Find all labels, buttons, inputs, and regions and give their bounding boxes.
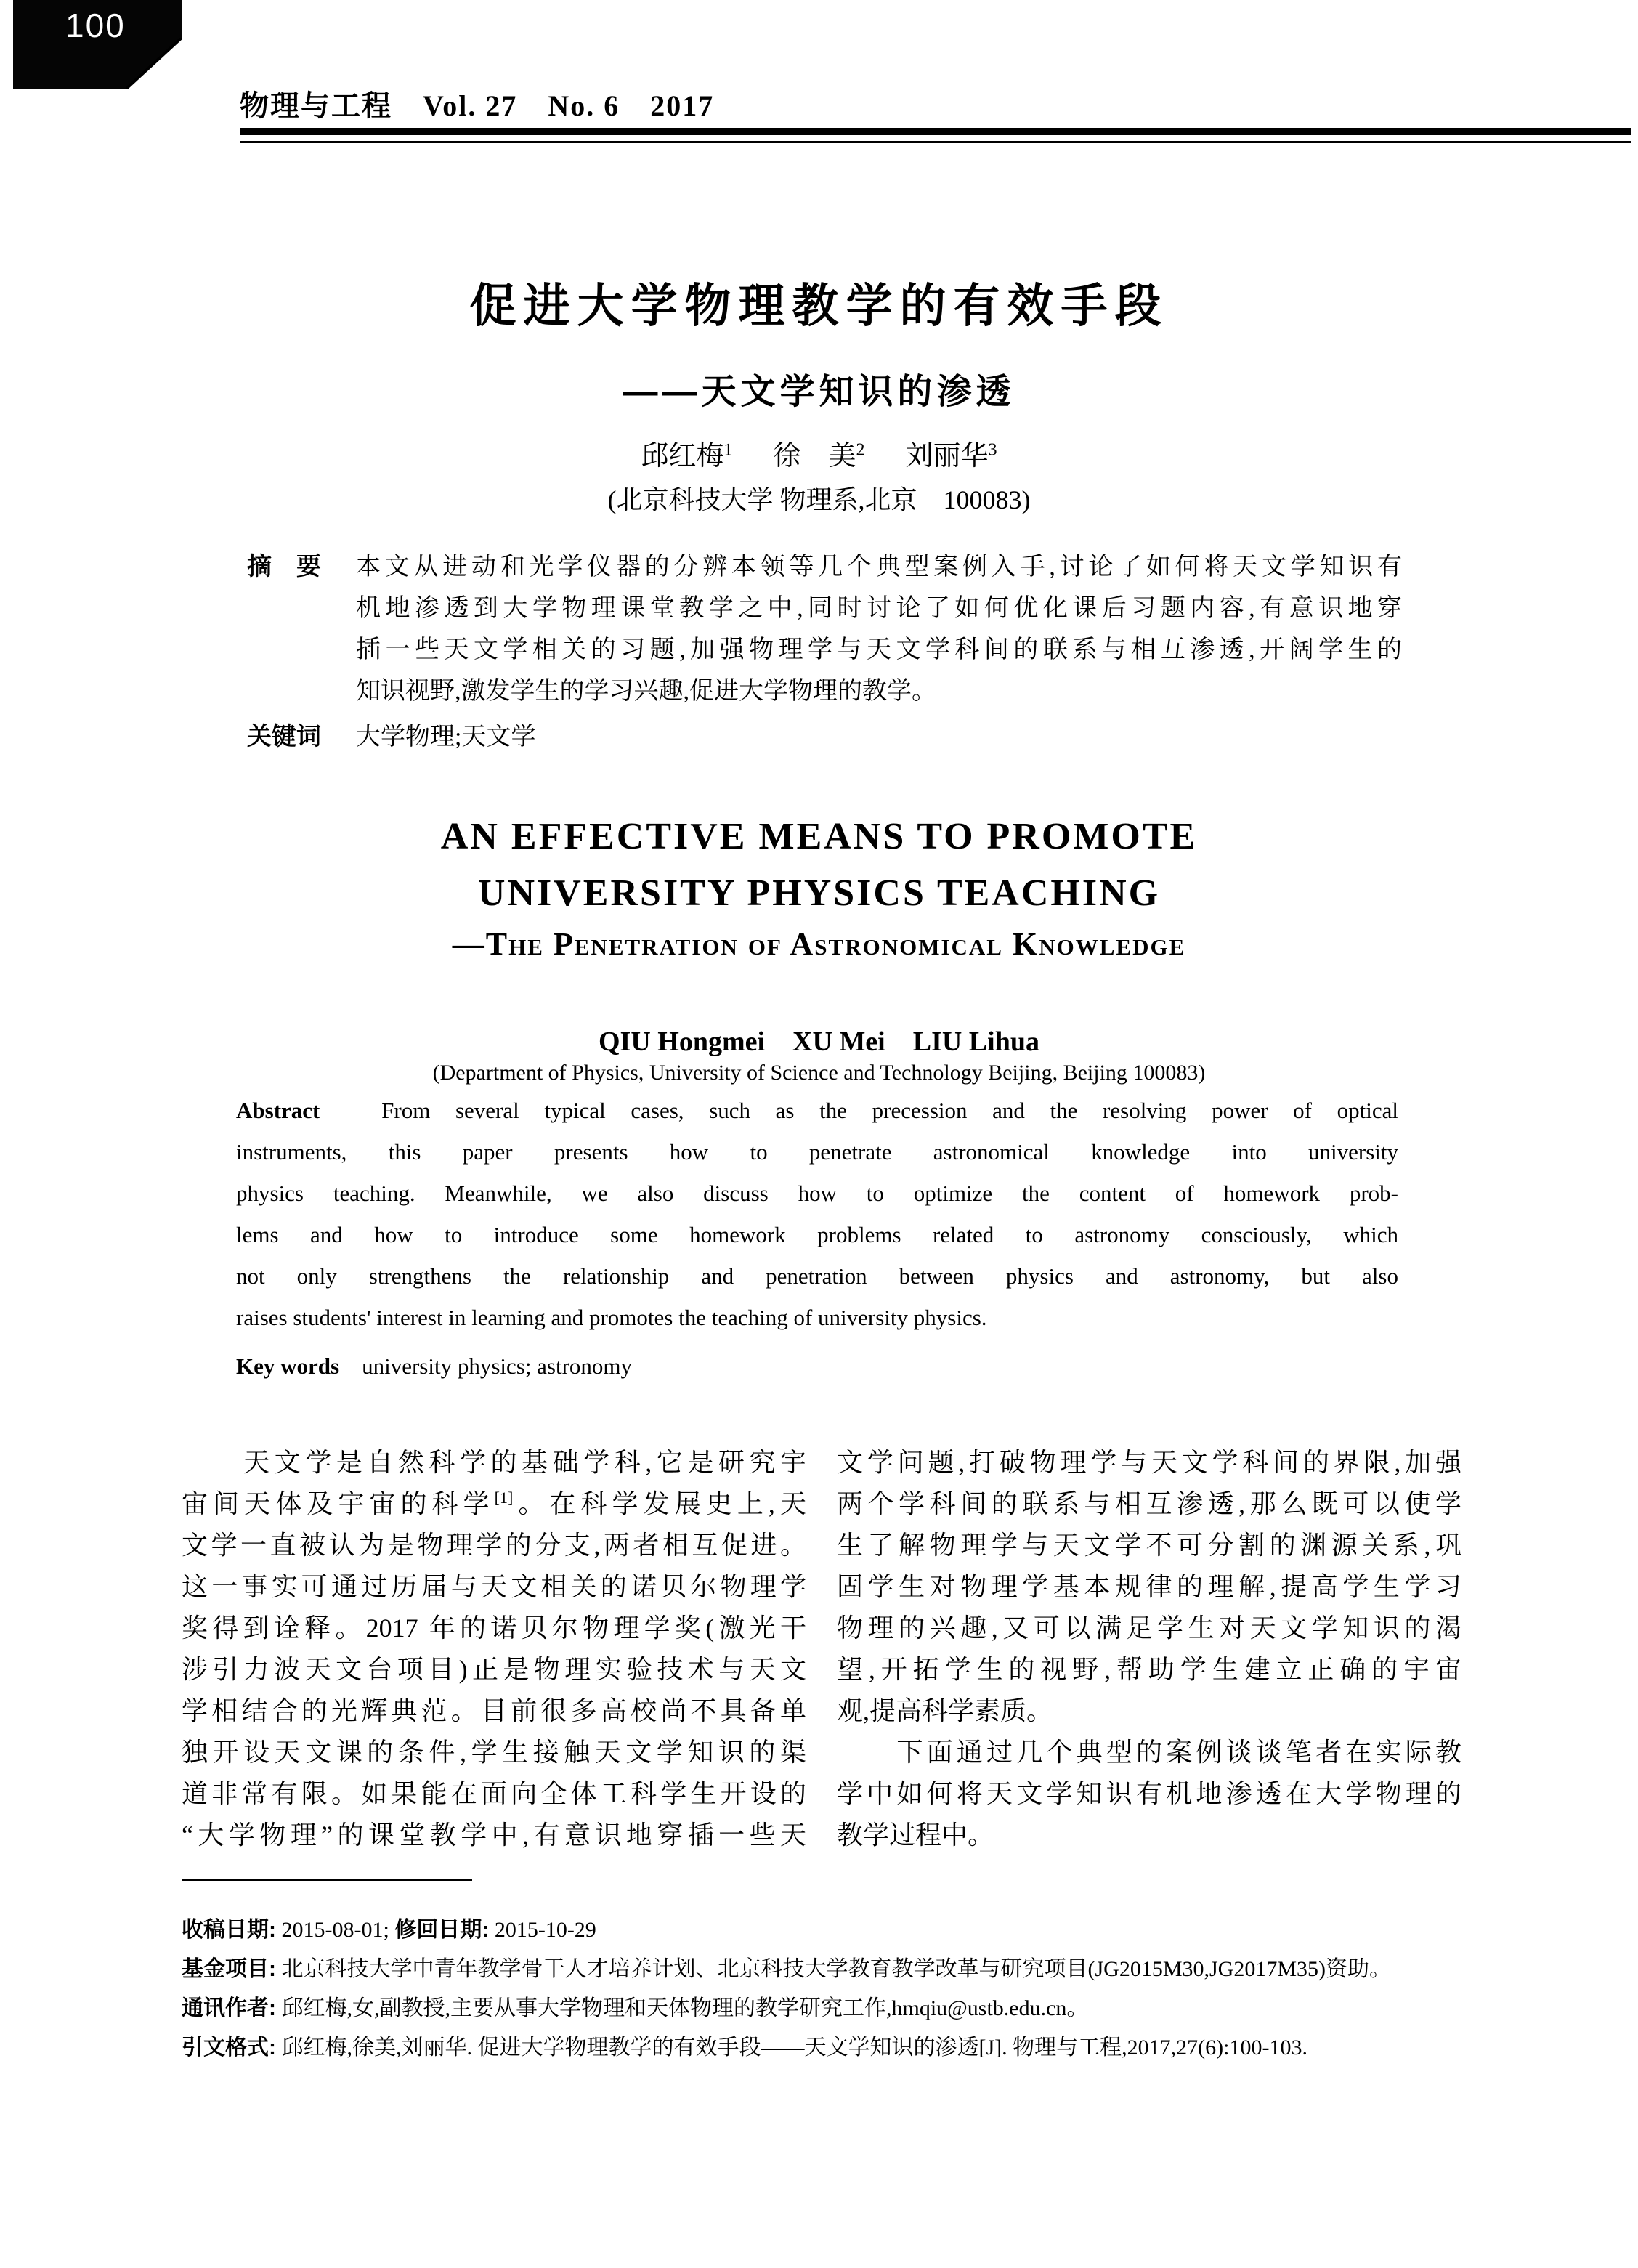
body-line: 奖得到诠释。2017 年的诺贝尔物理学奖(激光干 bbox=[182, 1613, 806, 1643]
page-number-tab bbox=[13, 0, 182, 89]
body-line: 两个学科间的联系与相互渗透,那么既可以使学 bbox=[837, 1489, 1461, 1518]
corresponding-author-label: 通讯作者: bbox=[182, 1996, 276, 2020]
article-title-en-line1: AN EFFECTIVE MEANS TO PROMOTE bbox=[440, 816, 1198, 857]
corresponding-author-value: 邱红梅,女,副教授,主要从事大学物理和天体物理的教学研究工作,hmqiu@ustb.edu.cn。 bbox=[281, 1996, 1089, 2020]
keywords-zh-label: 关键词 bbox=[247, 723, 321, 750]
authors-en: QIU Hongmei XU Mei LIU Lihua bbox=[599, 1026, 1039, 1057]
body-line: 教学过程中。 bbox=[837, 1821, 994, 1850]
body-column-left bbox=[182, 1442, 806, 1856]
affiliation-zh: (北京科技大学 物理系,北京 100083) bbox=[607, 485, 1031, 514]
affiliation-en: (Department of Physics, University of Science and Technology Beijing, Beijing 100083) bbox=[432, 1061, 1206, 1085]
citation-format-value: 邱红梅,徐美,刘丽华. 促进大学物理教学的有效手段——天文学知识的渗透[J]. 物理与工程,2017,27(6):100-103. bbox=[281, 2036, 1307, 2060]
body-line: 天文学是自然科学的基础学科,它是研究宇 bbox=[182, 1448, 806, 1477]
abstract-zh-line: 机地渗透到大学物理课堂教学之中,同时讨论了如何优化课后习题内容,有意识地穿 bbox=[356, 595, 1402, 622]
abstract-en-line: not only strengthens the relationship and penetration between physics and astronomy, but also bbox=[236, 1263, 1398, 1289]
article-subtitle-en: —The Penetration of Astronomical Knowledge bbox=[452, 926, 1186, 962]
footnote-citation bbox=[182, 2028, 1475, 2067]
abstract-zh-line: 插一些天文学相关的习题,加强物理学与天文学科间的联系与相互渗透,开阔学生的 bbox=[356, 636, 1402, 663]
citation-format-label: 引文格式: bbox=[182, 2036, 276, 2060]
abstract-en bbox=[236, 1090, 1398, 1387]
keywords-zh: 大学物理;天文学 bbox=[356, 724, 536, 750]
revised-date-label: 修回日期: bbox=[394, 1918, 490, 1942]
revised-date-value: 2015-10-29 bbox=[494, 1918, 596, 1942]
author-3-affil-mark: 3 bbox=[988, 440, 997, 460]
footnote-fund bbox=[182, 1950, 1475, 1989]
body-line: 文学问题,打破物理学与天文学科间的界限,加强 bbox=[837, 1448, 1461, 1477]
body-line: 下面通过几个典型的案例谈谈笔者在实际教 bbox=[837, 1738, 1461, 1767]
authors-zh bbox=[0, 433, 1638, 473]
fund-value: 北京科技大学中青年教学骨干人才培养计划、北京科技大学教育教学改革与研究项目(JG2015M30,JG2017M35)资助。 bbox=[281, 1957, 1392, 1981]
body-line: 独开设天文课的条件,学生接触天文学知识的渠 bbox=[182, 1738, 806, 1767]
body-line: 涉引力波天文台项目)正是物理实验技术与天文 bbox=[182, 1655, 806, 1684]
corner-fold-icon bbox=[126, 38, 182, 89]
author-3-name: 刘丽华 bbox=[905, 441, 989, 471]
body-line: 固学生对物理学基本规律的理解,提高学生学习 bbox=[837, 1572, 1461, 1601]
received-date-label: 收稿日期: bbox=[182, 1918, 276, 1942]
body-line: 物理的兴趣,又可以满足学生对天文学知识的渴 bbox=[837, 1613, 1461, 1643]
page-number: 100 bbox=[65, 7, 126, 44]
abstract-zh-line: 知识视野,激发学生的学习兴趣,促进大学物理的教学。 bbox=[356, 678, 936, 705]
body-line: 生了解物理学与天文学不可分割的渊源关系,巩 bbox=[837, 1531, 1461, 1560]
body-line: 文学一直被认为是物理学的分支,两者相互促进。 bbox=[182, 1531, 806, 1560]
body-line: 道非常有限。如果能在面向全体工科学生开设的 bbox=[182, 1779, 806, 1808]
footnote-corresponding-author bbox=[182, 1989, 1475, 2028]
author-1-affil-mark: 1 bbox=[723, 440, 733, 460]
article-title-zh: 促进大学物理教学的有效手段 bbox=[469, 280, 1169, 332]
author-3 bbox=[906, 441, 997, 471]
abstract-en-label: Abstract bbox=[236, 1098, 320, 1123]
author-2-name: 徐 美 bbox=[773, 441, 856, 471]
abstract-zh-label: 摘 要 bbox=[247, 553, 321, 580]
footnotes bbox=[182, 1911, 1475, 2067]
author-1 bbox=[641, 441, 732, 471]
author-2 bbox=[773, 441, 864, 471]
header-rule-thin bbox=[240, 141, 1631, 143]
body-line: 观,提高科学素质。 bbox=[837, 1696, 1053, 1725]
header-rule-thick bbox=[240, 128, 1631, 135]
body-column-right bbox=[837, 1442, 1461, 1856]
body-line: 望,开拓学生的视野,帮助学生建立正确的宇宙 bbox=[837, 1655, 1461, 1684]
article-title-en-line2: UNIVERSITY PHYSICS TEACHING bbox=[477, 872, 1161, 914]
abstract-en-line: lems and how to introduce some homework problems related to astronomy consciously, which bbox=[236, 1222, 1398, 1247]
author-1-name: 邱红梅 bbox=[641, 441, 724, 471]
footnote-received bbox=[182, 1911, 1475, 1950]
fund-label: 基金项目: bbox=[182, 1957, 276, 1981]
abstract-zh-text bbox=[356, 546, 1402, 712]
abstract-en-line: Abstract From several typical cases, such as the precession and the resolving power of optical bbox=[236, 1098, 1399, 1123]
abstract-en-line: raises students' interest in learning and promotes the teaching of university physics. bbox=[236, 1305, 987, 1330]
keywords-en: university physics; astronomy bbox=[362, 1353, 633, 1379]
article-subtitle-zh: ——天文学知识的渗透 bbox=[623, 373, 1015, 411]
body-line-with-citation: 宙间天体及宇宙的科学[1]。在科学发展史上,天 bbox=[182, 1489, 806, 1518]
footnote-separator bbox=[182, 1879, 472, 1881]
abstract-zh-line: 本文从进动和光学仪器的分辨本领等几个典型案例入手,讨论了如何将天文学知识有 bbox=[356, 554, 1402, 580]
body-line: 学相结合的光辉典范。目前很多高校尚不具备单 bbox=[182, 1696, 806, 1725]
author-2-affil-mark: 2 bbox=[856, 440, 865, 460]
body-line: 这一事实可通过历届与天文相关的诺贝尔物理学 bbox=[182, 1572, 806, 1601]
body-line: “大学物理”的课堂教学中,有意识地穿插一些天 bbox=[182, 1821, 806, 1850]
abstract-en-line: physics teaching. Meanwhile, we also discuss how to optimize the content of homework prob- bbox=[236, 1180, 1398, 1206]
citation-mark: [1] bbox=[494, 1489, 514, 1507]
keywords-en-label: Key words bbox=[236, 1353, 340, 1379]
journal-header: 物理与工程 Vol. 27 No. 6 2017 bbox=[240, 89, 715, 122]
abstract-en-line: instruments, this paper presents how to penetrate astronomical knowledge into university bbox=[236, 1139, 1398, 1165]
received-date-value: 2015-08-01; bbox=[281, 1918, 389, 1942]
abstract-zh bbox=[247, 546, 1402, 758]
keywords-en-row bbox=[236, 1345, 1398, 1387]
body-line: 学中如何将天文学知识有机地渗透在大学物理的 bbox=[837, 1779, 1461, 1808]
